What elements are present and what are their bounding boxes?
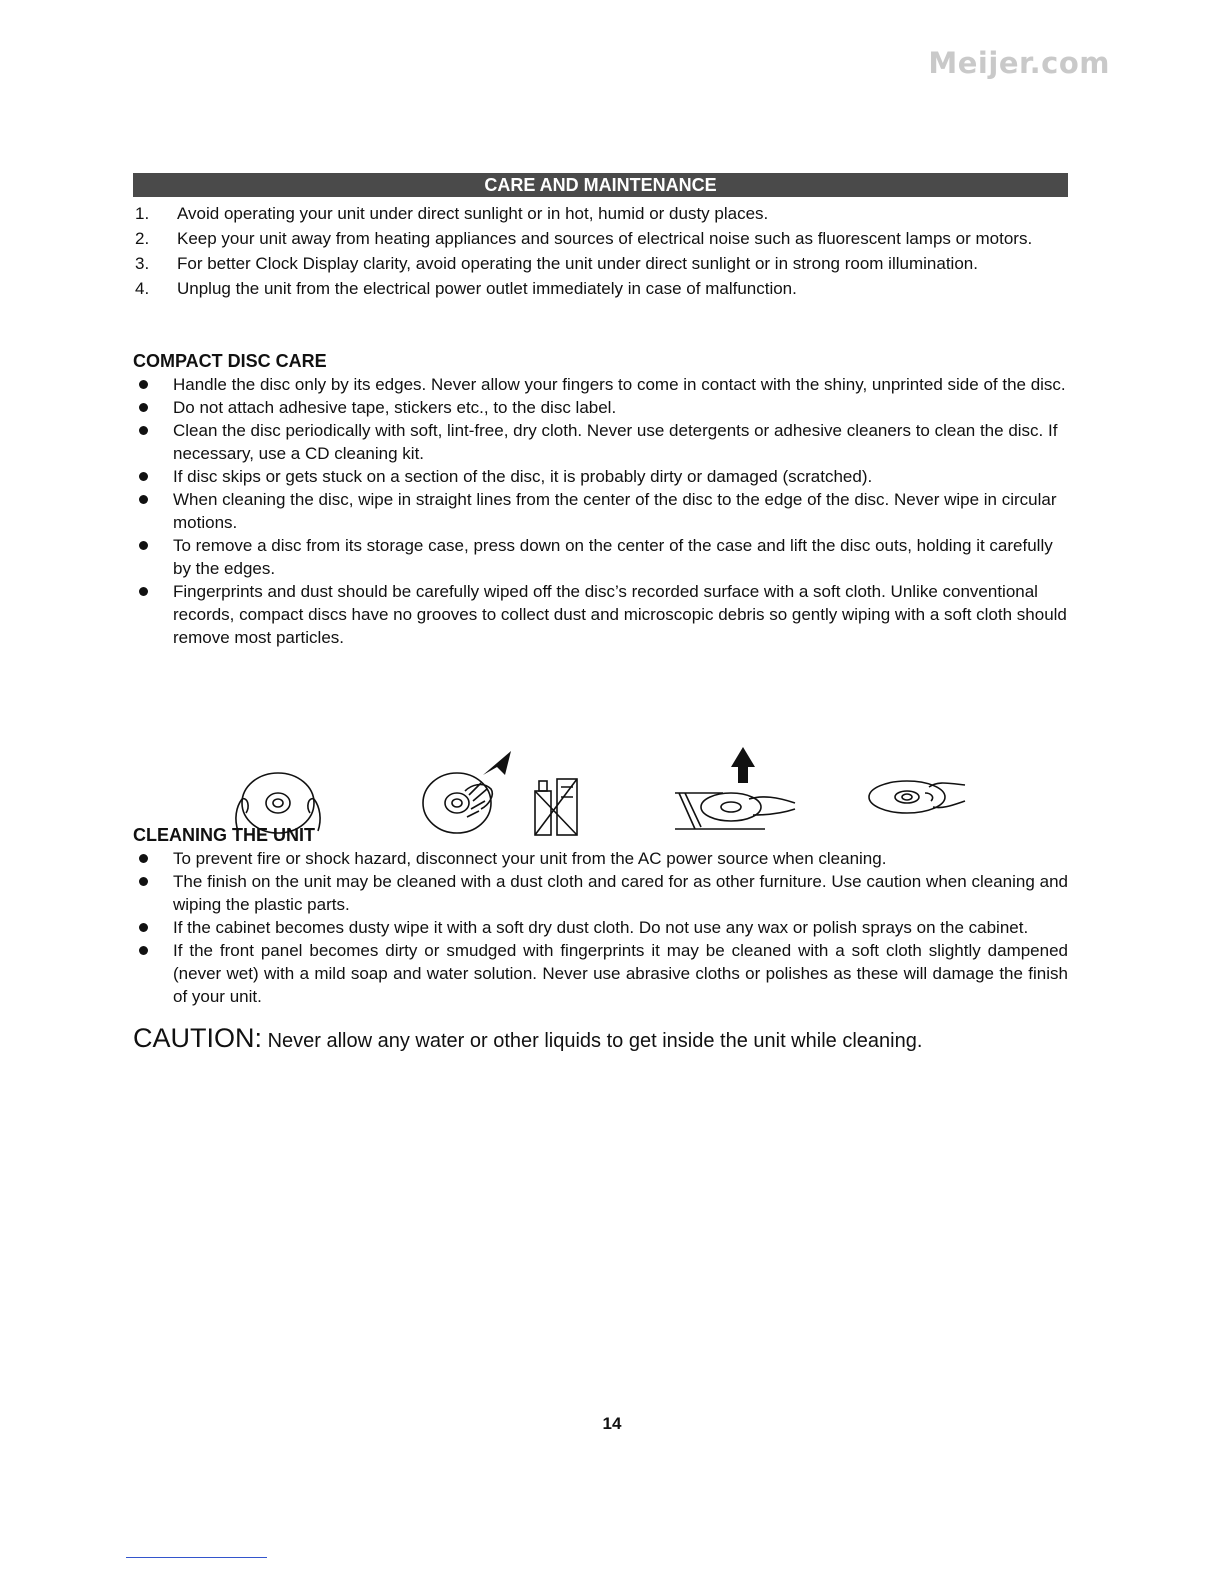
list-item bbox=[133, 373, 1068, 396]
bullet-icon bbox=[133, 419, 173, 465]
item-text: The finish on the unit may be cleaned with a dust cloth and cared for as other furniture. Use caution when cleaning and wiping the plastic parts. bbox=[173, 872, 1068, 914]
disc-care-heading: COMPACT DISC CARE bbox=[133, 351, 327, 371]
bullet-icon bbox=[133, 916, 173, 939]
bullet-icon bbox=[133, 580, 173, 649]
item-text: Fingerprints and dust should be carefully wiped off the disc’s recorded surface with a soft cloth. Unlike conventional records, compact discs have no grooves to collect dust and microscopic debris so gently wiping with a soft cloth should remove most particles. bbox=[173, 582, 1067, 647]
section-banner: CARE AND MAINTENANCE bbox=[133, 173, 1068, 197]
bullet-icon bbox=[133, 847, 173, 870]
item-text: If disc skips or gets stuck on a section of the disc, it is probably dirty or damaged (scratched). bbox=[173, 467, 873, 486]
item-text: To remove a disc from its storage case, press down on the center of the case and lift the disc outs, holding it carefully by the edges. bbox=[173, 536, 1053, 578]
caution-note bbox=[133, 1024, 1068, 1055]
no-spray-cleaner-icon bbox=[531, 777, 581, 839]
caution-label: CAUTION: bbox=[133, 1023, 263, 1053]
item-text: Handle the disc only by its edges. Never allow your fingers to come in contact with the shiny, unprinted side of the disc. bbox=[173, 375, 1066, 394]
page-content bbox=[133, 173, 1068, 1055]
bullet-icon bbox=[133, 870, 173, 916]
list-item bbox=[133, 251, 1068, 276]
maintenance-list bbox=[133, 201, 1068, 301]
bullet-icon bbox=[133, 373, 173, 396]
item-text: Do not attach adhesive tape, stickers etc., to the disc label. bbox=[173, 398, 617, 417]
footer-rule bbox=[126, 1557, 267, 1558]
list-item bbox=[133, 226, 1068, 251]
bullet-icon bbox=[133, 465, 173, 488]
list-item bbox=[133, 916, 1068, 939]
item-number: 2. bbox=[135, 229, 150, 248]
hands-holding-disc-icon bbox=[228, 763, 328, 835]
item-text: Keep your unit away from heating appliances and sources of electrical noise such as fluorescent lamps or motors. bbox=[177, 229, 1033, 248]
caution-text: Never allow any water or other liquids to get inside the unit while cleaning. bbox=[262, 1030, 923, 1052]
list-item bbox=[133, 939, 1068, 1008]
item-text: To prevent fire or shock hazard, disconnect your unit from the AC power source when cleaning. bbox=[173, 849, 887, 868]
wiping-disc-icon bbox=[421, 745, 519, 837]
page-number: 14 bbox=[602, 1414, 622, 1433]
item-text: Clean the disc periodically with soft, lint-free, dry cloth. Never use detergents or adhesive cleaners to clean the disc. If necessary, use a CD cleaning kit. bbox=[173, 421, 1058, 463]
list-item bbox=[133, 534, 1068, 580]
item-text: For better Clock Display clarity, avoid operating the unit under direct sunlight or in strong room illumination. bbox=[177, 254, 978, 273]
list-item bbox=[133, 870, 1068, 916]
list-item bbox=[133, 396, 1068, 419]
item-text: If the front panel becomes dirty or smudged with fingerprints it may be cleaned with a soft cloth slightly dampened (never wet) with a mild soap and water solution. Never use abrasive cloths or polishes as these will damage the finish of your unit. bbox=[173, 941, 1068, 1006]
item-number: 1. bbox=[135, 204, 150, 223]
item-text: If the cabinet becomes dusty wipe it with a soft dry dust cloth. Do not use any wax or polish sprays on the cabinet. bbox=[173, 918, 1029, 937]
cleaning-heading: CLEANING THE UNIT bbox=[133, 825, 315, 845]
list-item bbox=[133, 276, 1068, 301]
list-item bbox=[133, 580, 1068, 649]
list-item bbox=[133, 201, 1068, 226]
item-text: Unplug the unit from the electrical power outlet immediately in case of malfunction. bbox=[177, 279, 797, 298]
cleaning-list bbox=[133, 847, 1068, 1008]
disc-from-case-icon bbox=[673, 745, 798, 835]
bullet-icon bbox=[133, 939, 173, 1008]
bullet-icon bbox=[133, 396, 173, 419]
disc-care-illustrations bbox=[133, 745, 1068, 845]
list-item bbox=[133, 488, 1068, 534]
list-item bbox=[133, 465, 1068, 488]
bullet-icon bbox=[133, 534, 173, 580]
item-text: Avoid operating your unit under direct sunlight or in hot, humid or dusty places. bbox=[177, 204, 769, 223]
disc-care-list bbox=[133, 373, 1068, 649]
item-text: When cleaning the disc, wipe in straight lines from the center of the disc to the edge of the disc. Never wipe in circular motions. bbox=[173, 490, 1057, 532]
watermark: Meijer.com bbox=[928, 46, 1110, 80]
list-item bbox=[133, 847, 1068, 870]
item-number: 3. bbox=[135, 254, 150, 273]
list-item bbox=[133, 419, 1068, 465]
hand-holding-disc-icon bbox=[867, 767, 967, 827]
bullet-icon bbox=[133, 488, 173, 534]
item-number: 4. bbox=[135, 279, 150, 298]
